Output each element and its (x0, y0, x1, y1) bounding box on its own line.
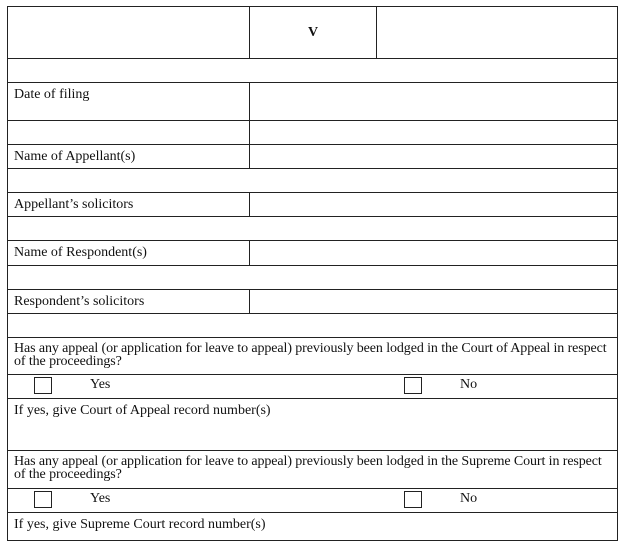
respondent-solicitors-label: Respondent’s solicitors (8, 290, 250, 313)
court-of-appeal-record-row[interactable] (7, 399, 618, 451)
respondent-name-label: Name of Respondent(s) (8, 241, 250, 265)
appeal-form (7, 6, 618, 541)
supreme-court-record-label: If yes, give Supreme Court record number(s) (14, 517, 266, 532)
parties-row (7, 6, 618, 59)
spacer-row (7, 266, 618, 290)
appellant-solicitors-field[interactable] (250, 193, 617, 216)
appellant-solicitors-label: Appellant’s solicitors (8, 193, 250, 216)
supreme-court-yes-label: Yes (90, 491, 111, 506)
supreme-court-record-row[interactable] (7, 513, 618, 541)
respondent-name-row (7, 241, 618, 266)
court-of-appeal-no-label: No (460, 377, 478, 392)
supreme-court-question: Has any appeal (or application for leave to appeal) previously been lodged in the Supreme Court in respect of the proceedings? (14, 454, 602, 482)
appellant-name-field[interactable] (250, 145, 617, 168)
court-of-appeal-yes-checkbox[interactable] (34, 377, 52, 394)
court-of-appeal-question-row (7, 338, 618, 375)
supreme-court-no-label: No (460, 491, 478, 506)
date-of-filing-row (7, 83, 618, 121)
appellant-party-field[interactable] (8, 7, 250, 58)
supreme-court-yes-checkbox[interactable] (34, 491, 52, 508)
court-of-appeal-options-row (7, 375, 618, 399)
spacer-cell (8, 121, 250, 144)
supreme-court-question-row (7, 451, 618, 489)
versus-label (250, 7, 377, 58)
supreme-court-no-checkbox[interactable] (404, 491, 422, 508)
date-of-filing-label: Date of filing (8, 83, 250, 120)
court-of-appeal-record-label: If yes, give Court of Appeal record number(s) (14, 403, 271, 418)
spacer-row (7, 217, 618, 241)
court-of-appeal-question: Has any appeal (or application for leave to appeal) previously been lodged in the Court of Appeal in respect of the proceedings? (14, 341, 607, 369)
court-of-appeal-yes-label: Yes (90, 377, 111, 392)
respondent-solicitors-row (7, 290, 618, 314)
spacer-row (7, 121, 618, 145)
appellant-solicitors-row (7, 193, 618, 217)
appellant-name-row (7, 145, 618, 169)
versus-text: V (307, 24, 319, 40)
court-of-appeal-no-checkbox[interactable] (404, 377, 422, 394)
date-of-filing-field[interactable] (250, 83, 617, 120)
respondent-party-field[interactable] (377, 7, 617, 58)
respondent-solicitors-field[interactable] (250, 290, 617, 313)
appellant-name-label: Name of Appellant(s) (8, 145, 250, 168)
spacer-row (7, 59, 618, 83)
respondent-name-field[interactable] (250, 241, 617, 265)
supreme-court-options-row (7, 489, 618, 513)
spacer-row (7, 314, 618, 338)
spacer-row (7, 169, 618, 193)
